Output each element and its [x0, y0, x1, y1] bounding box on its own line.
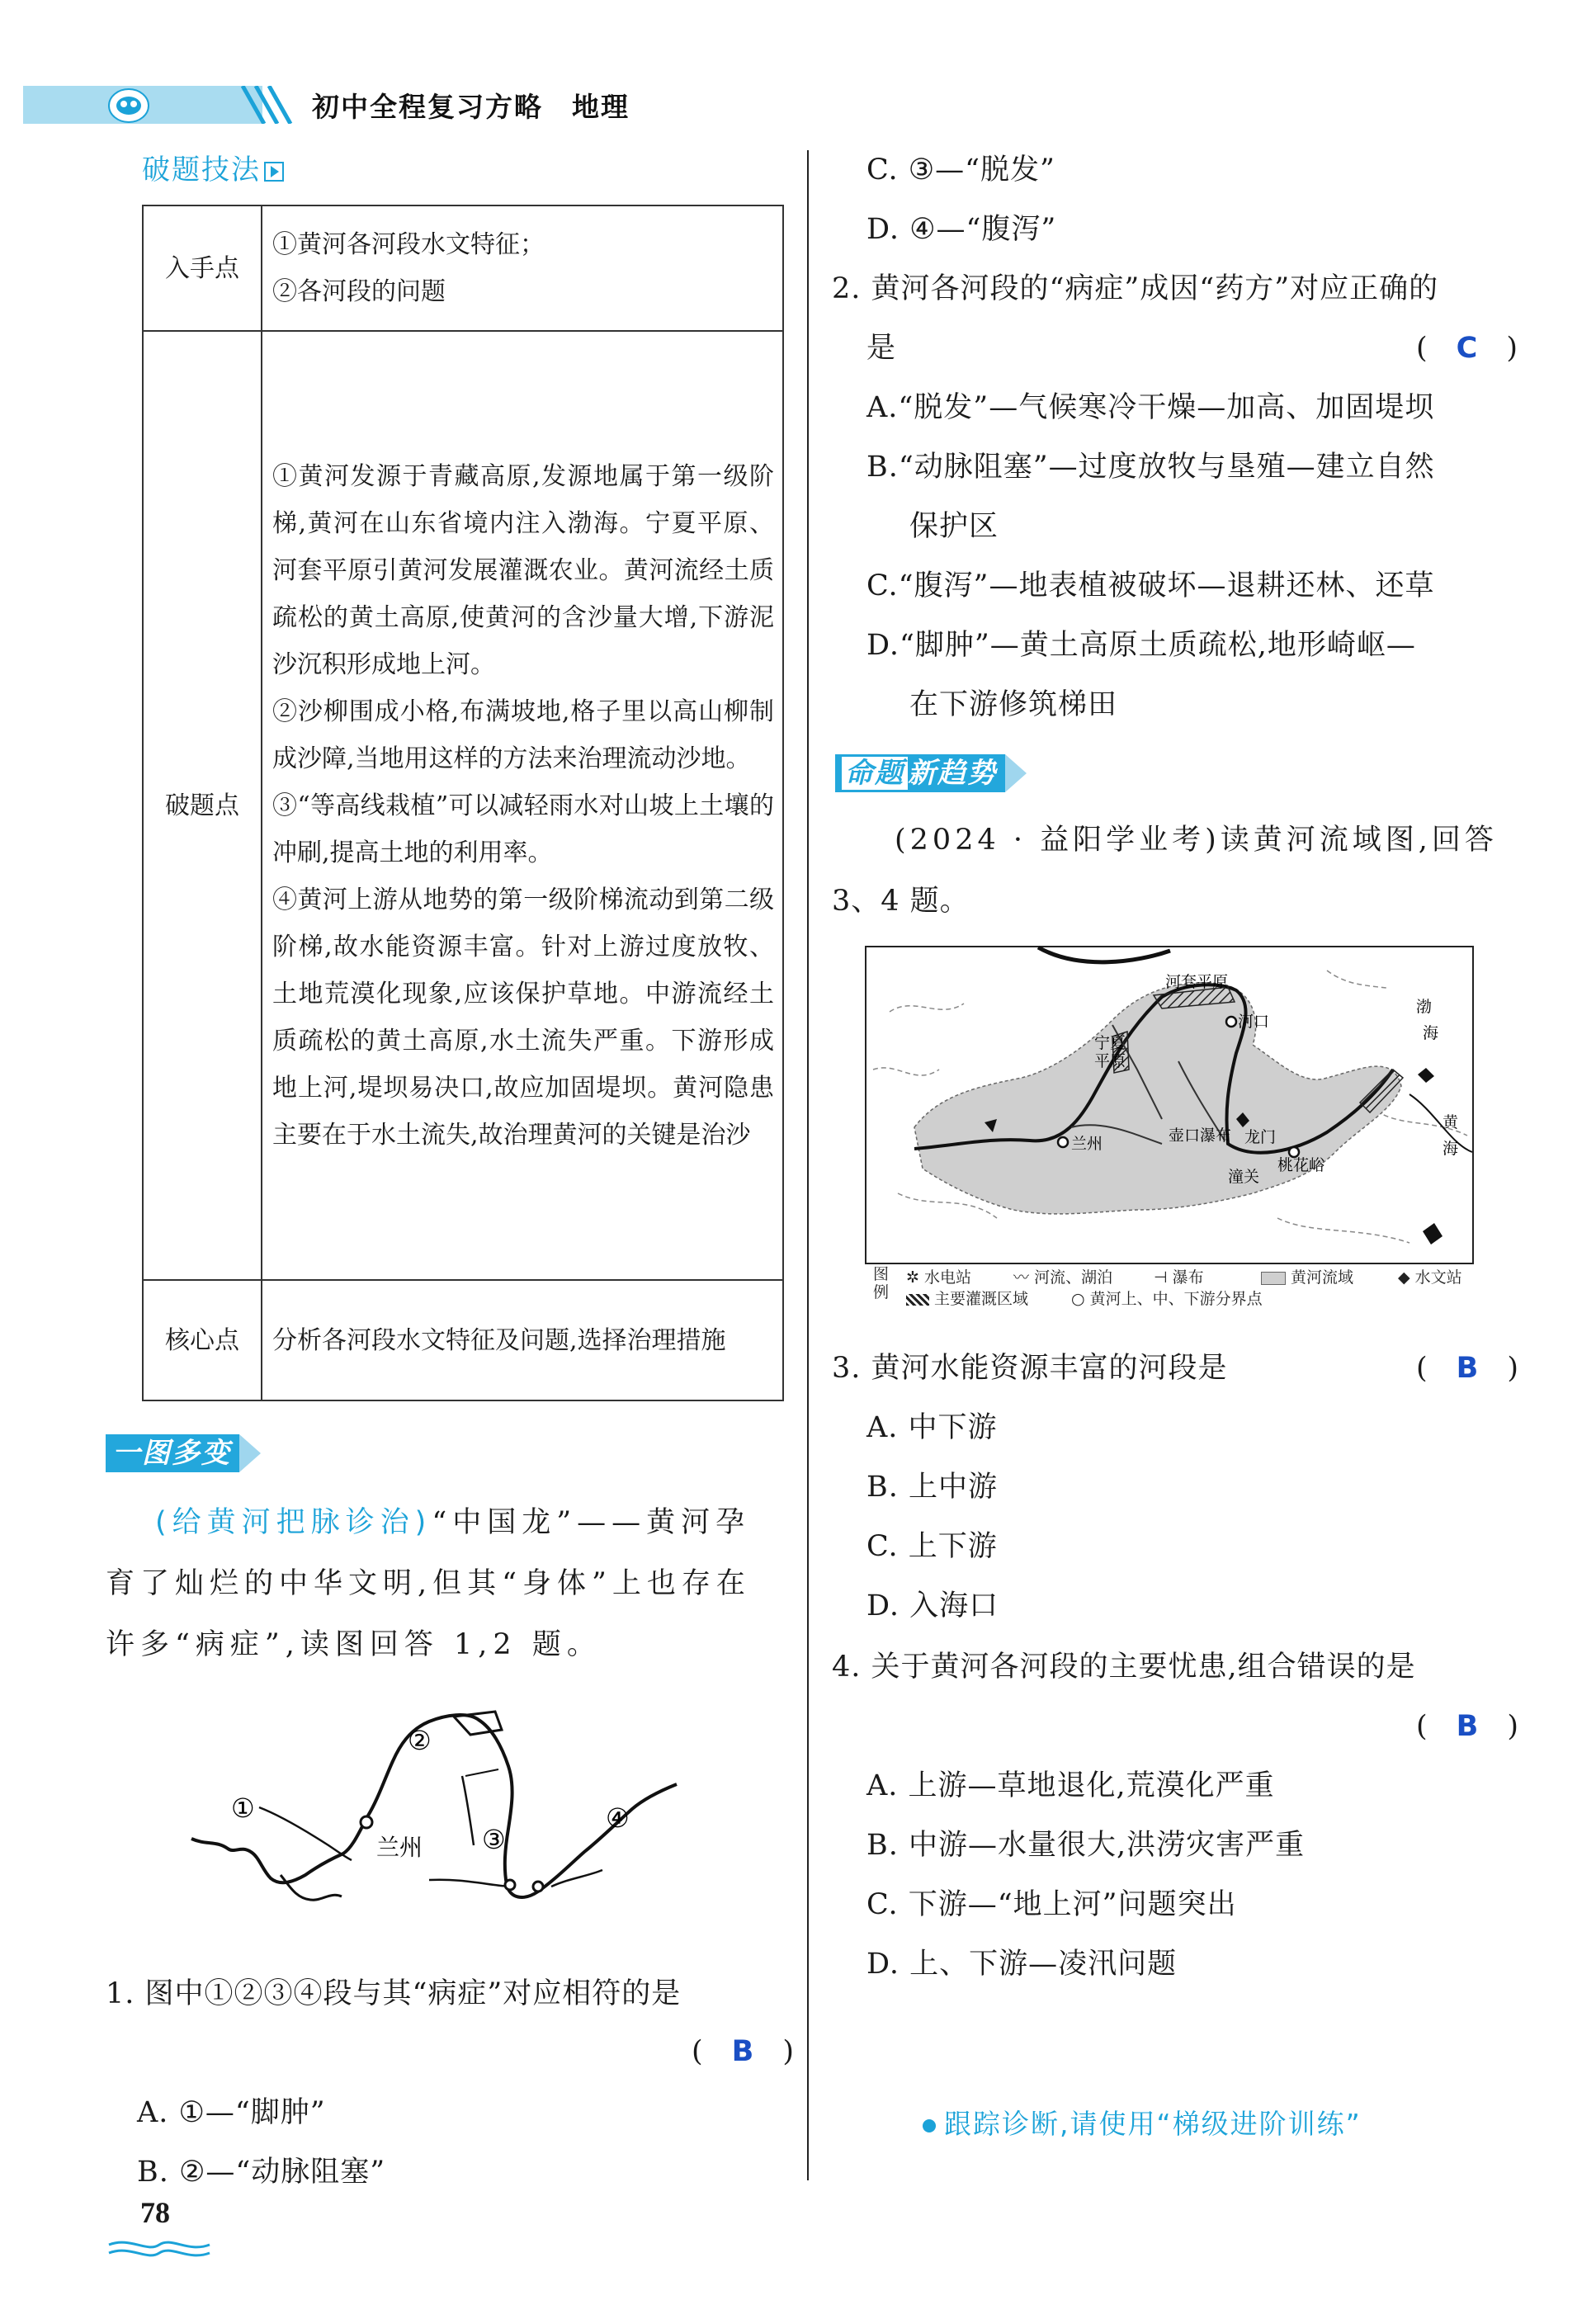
q4-option-d: D. 上、下游—凌汛问题 [866, 1948, 1178, 1981]
q3-answer: B [1456, 1352, 1479, 1385]
header-title: 初中全程复习方略 地理 [312, 91, 630, 123]
row-line: ②各河段的问题 [272, 277, 446, 306]
map-label-1: ① [231, 1792, 255, 1824]
label-hukou: 壶口瀑布 [1169, 1126, 1232, 1145]
q4-option-b: B. 中游—水量很大,洪涝灾害严重 [866, 1829, 1306, 1862]
label-bohai-1: 渤 [1416, 998, 1433, 1016]
book-wave-icon [106, 2236, 213, 2261]
q1-answer: B [731, 2035, 754, 2068]
divide-point-icon: ○ [1071, 1290, 1085, 1308]
tracking-note: 跟踪诊断,请使用“梯级进阶训练” [923, 2103, 1362, 2142]
basin-area-icon [1261, 1272, 1286, 1285]
row-line: ③“等高线栽植”可以减轻雨水对山坡上土壤的冲刷,提高土地的利用率。 [272, 791, 774, 867]
label-bohai-2: 海 [1423, 1024, 1439, 1042]
row-line: ②沙柳围成小格,布满坡地,格子里以高山柳制成沙障,当地用这样的方法来治理流动沙地。 [272, 697, 774, 773]
q3-option-c: C. 上下游 [866, 1530, 998, 1563]
q2-option-b: B.“动脉阻塞”—过度放牧与垦殖—建立自然 [866, 451, 1435, 484]
label-hekou: 河口 [1238, 1013, 1270, 1031]
row-line: 分析各河段水文特征及问题,选择治理措施 [272, 1325, 726, 1355]
column-divider [807, 150, 809, 2180]
table-row [143, 331, 783, 1280]
waterfall-icon: ⊣ [1154, 1268, 1168, 1287]
bullet-dot-icon [923, 2119, 936, 2132]
label-ningxia-2: 平原 [1094, 1052, 1126, 1070]
q1-option-a: A. ①—“脚肿” [137, 2096, 326, 2129]
q1-option-d: D. ④—“腹泻” [866, 213, 1057, 246]
q2-answer: C [1456, 332, 1478, 365]
q2-option-d-cont: 在下游修筑梯田 [909, 688, 1118, 721]
table-row [143, 205, 783, 331]
q3-option-a: A. 中下游 [866, 1411, 998, 1444]
q3-option-d: D. 入海口 [866, 1589, 999, 1622]
q4-answer: B [1456, 1710, 1479, 1743]
q1-answer-bracket: ( B ) [692, 2035, 794, 2068]
label-tongguan: 潼关 [1228, 1168, 1260, 1186]
label-taohuayu: 桃花峪 [1277, 1156, 1325, 1174]
hydro-station-icon: ✲ [906, 1268, 919, 1287]
owl-logo-icon [106, 84, 152, 125]
new-trend-tag: 命题 新趋势 [835, 754, 1005, 792]
label-ningxia-1: 宁夏 [1094, 1034, 1126, 1052]
map-label-3: ③ [482, 1824, 506, 1855]
one-map-tag: 一图多变 [106, 1434, 239, 1472]
q2-answer-bracket: ( C ) [1416, 332, 1518, 365]
label-huanghai-2: 海 [1443, 1140, 1459, 1158]
q2-option-c: C.“腹泻”—地表植被破坏—退耕还林、还草 [866, 569, 1435, 602]
q3-stem: 3. 黄河水能资源丰富的河段是 [832, 1352, 1228, 1385]
q2-option-b-cont: 保护区 [909, 510, 999, 543]
q4-answer-bracket: ( B ) [1416, 1710, 1518, 1743]
q3-option-b: B. 上中游 [866, 1471, 998, 1504]
q1-option-b: B. ②—“动脉阻塞” [137, 2156, 386, 2189]
new-trend-intro-cont: 3、4 题。 [832, 885, 970, 918]
q3-answer-bracket: ( B ) [1416, 1352, 1518, 1385]
intro-lead: (给黄河把脉诊治) [155, 1506, 432, 1539]
header-slash-icon [239, 86, 297, 124]
play-arrow-icon [264, 162, 284, 182]
q2-stem: 2. 黄河各河段的“病症”成因“药方”对应正确的 [832, 272, 1439, 305]
yellow-river-basin-map [865, 946, 1474, 1264]
label-lanzhou: 兰州 [1071, 1135, 1103, 1153]
row-label: 核心点 [143, 1280, 262, 1400]
page-number: 78 [140, 2196, 170, 2229]
map-label-4: ④ [606, 1802, 630, 1834]
row-line: ①黄河各河段水文特征； [272, 230, 545, 259]
label-hetao: 河套平原 [1165, 973, 1229, 991]
row-line: ①黄河发源于青藏高原,发源地属于第一级阶梯,黄河在山东省境内注入渤海。宁夏平原、河套平原引黄河发展灌溉农业。黄河流经土质疏松的黄土高原,使黄河的含沙量大增,下游泥沙沉积形成地上河。 [272, 461, 774, 679]
yellow-river-sketch-map [182, 1684, 710, 1931]
q4-stem: 4. 关于黄河各河段的主要忧患,组合错误的是 [832, 1651, 1416, 1684]
label-huanghai-1: 黄 [1443, 1113, 1459, 1131]
map-label-2: ② [408, 1725, 432, 1756]
q1-stem: 1. 图中①②③④段与其“病症”对应相符的是 [106, 1977, 682, 2010]
q4-option-c: C. 下游—“地上河”问题突出 [866, 1888, 1237, 1921]
new-trend-intro: (2024 · 益阳学业考)读黄河流域图,回答 [895, 824, 1498, 857]
technique-table [142, 205, 784, 1401]
irrigation-icon [906, 1294, 929, 1306]
q2-option-a: A.“脱发”—气候寒冷干燥—加高、加固堤坝 [866, 391, 1435, 424]
intro-rest: “中国龙”——黄河孕育了灿烂的中华文明,但其“身体”上也存在许多“病症”,读图回答 1,2 题。 [106, 1506, 751, 1661]
q4-option-a: A. 上游—草地退化,荒漠化严重 [866, 1769, 1275, 1802]
one-map-intro [106, 1492, 784, 1675]
q2-option-d: D.“脚肿”—黄土高原土质疏松,地形崎岖— [866, 629, 1416, 662]
row-label: 入手点 [143, 205, 262, 331]
row-label: 破题点 [143, 331, 262, 1280]
map-city-lanzhou: 兰州 [376, 1834, 423, 1861]
label-longmen: 龙门 [1244, 1128, 1277, 1146]
q2-stem-cont: 是 [866, 332, 897, 365]
table-row [143, 1280, 783, 1400]
q1-option-c: C. ③—“脱发” [866, 153, 1055, 187]
river-icon: 〰 [1013, 1268, 1030, 1287]
technique-heading: 破题技法 [142, 147, 284, 187]
row-line: ④黄河上游从地势的第一级阶梯流动到第二级阶梯,故水能资源丰富。针对上游过度放牧、土地荒漠化现象,应该保护草地。中游流经土质疏松的黄土高原,水土流失严重。下游形成地上河,堤坝易决口,故应加固堤坝。黄河隐患主要在于水土流失,故治理黄河的关键是治沙 [272, 885, 774, 1150]
hydrologic-station-icon: ◆ [1398, 1268, 1410, 1287]
